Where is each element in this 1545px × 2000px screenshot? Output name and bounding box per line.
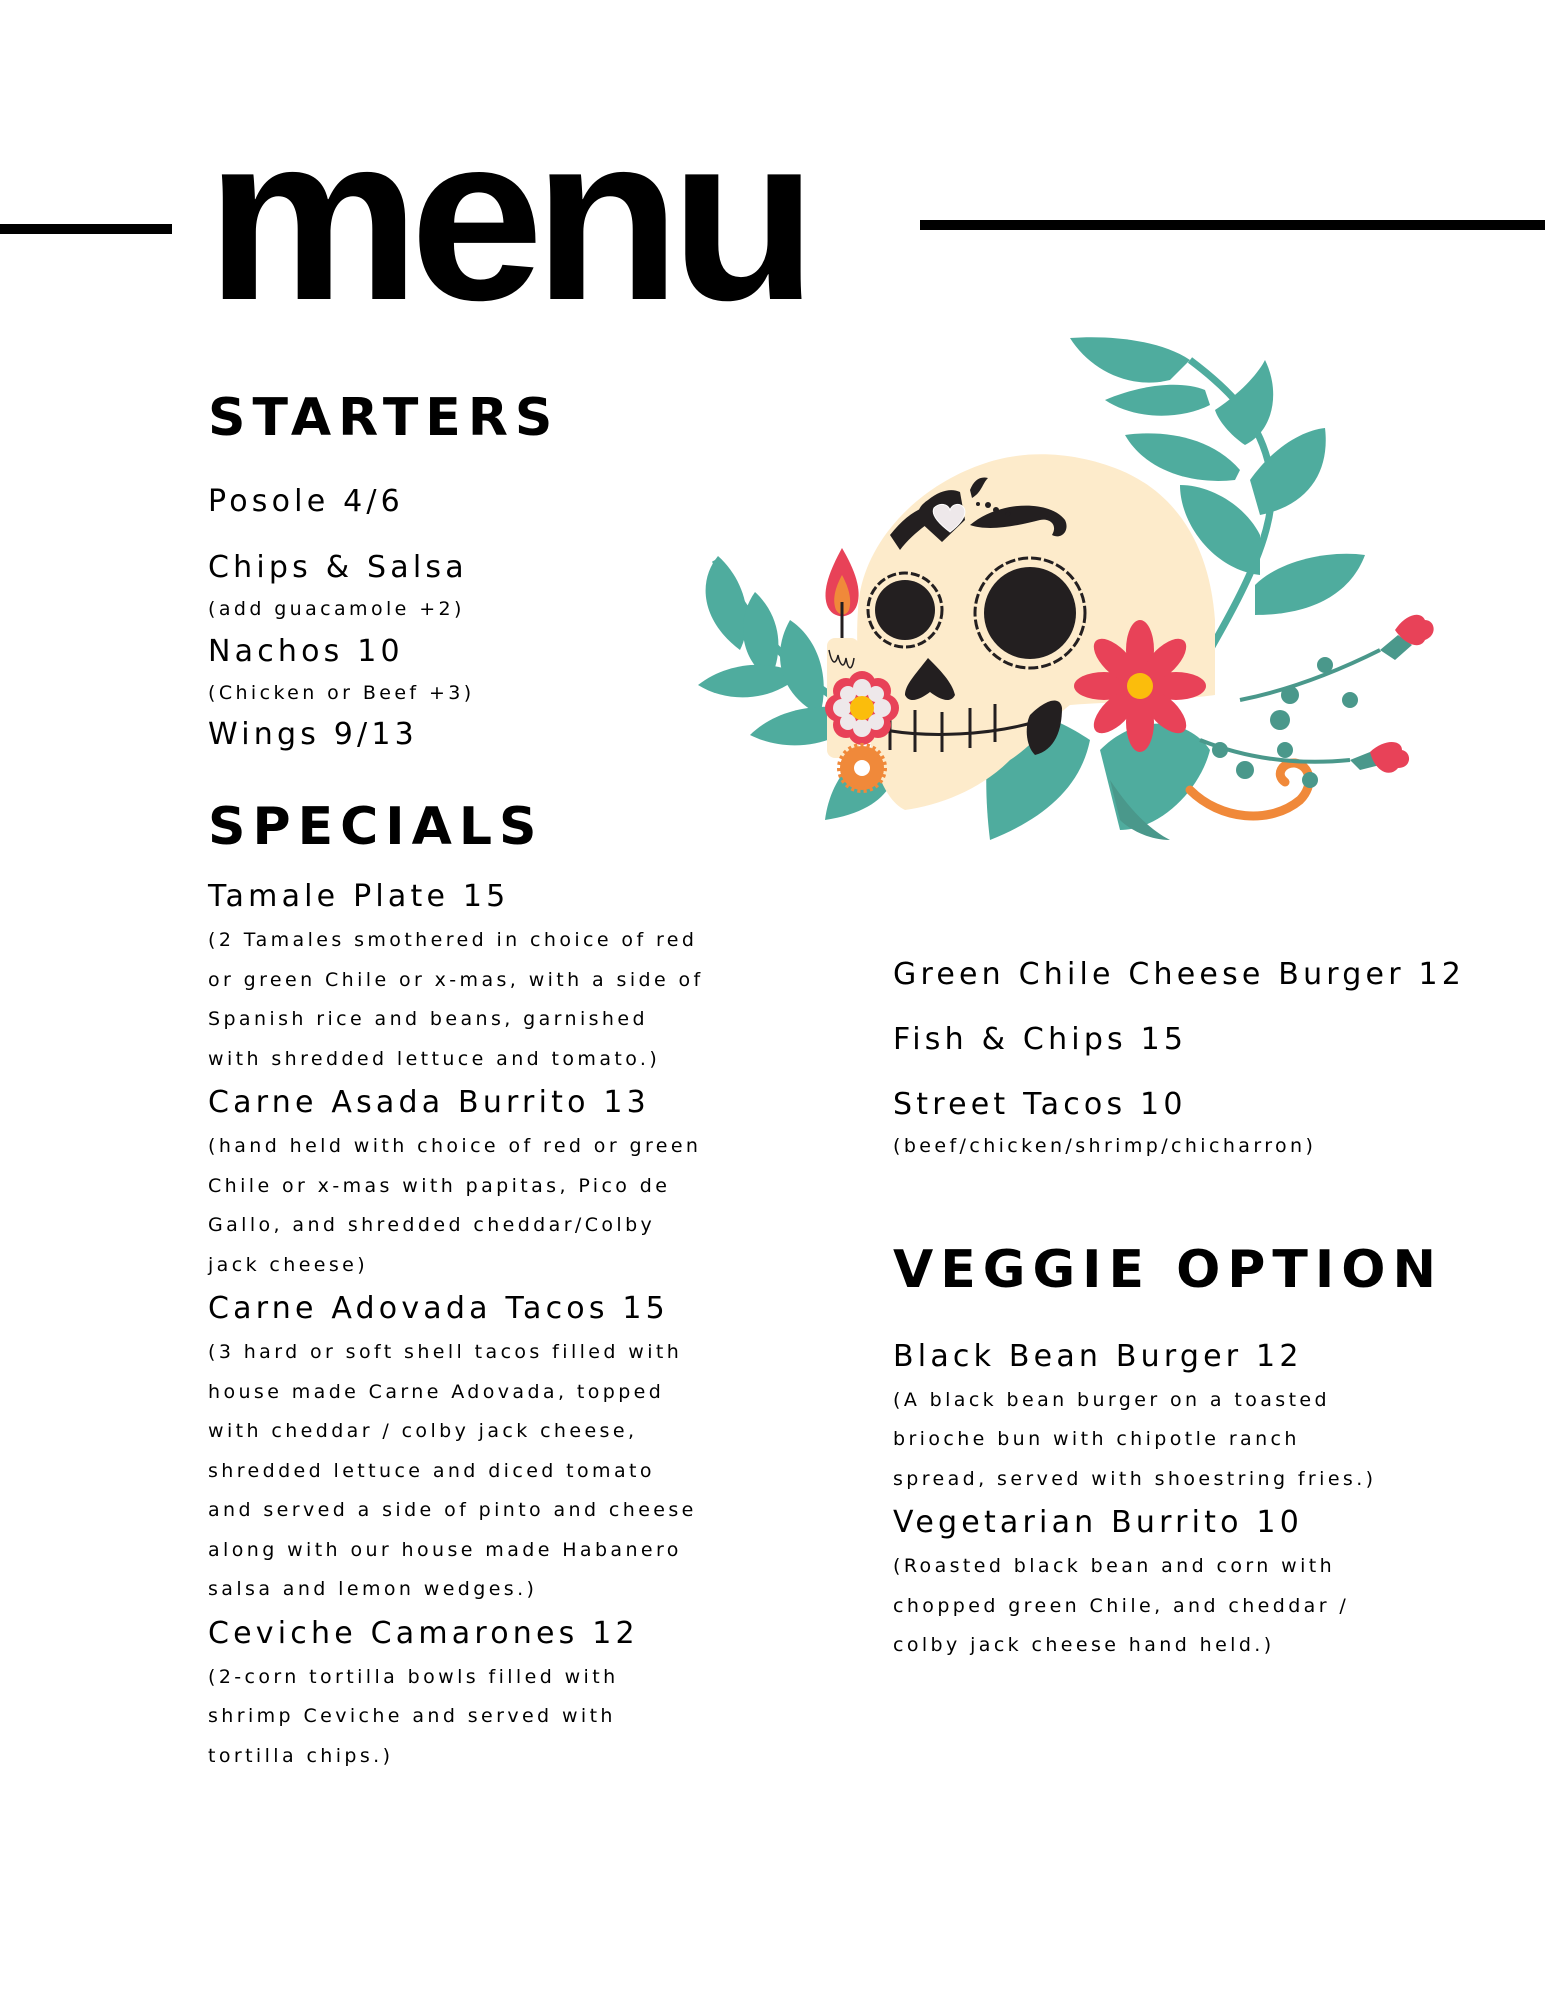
right-column — [893, 955, 1533, 1666]
menu-item-desc: (hand held with choice of red or green Chile or x-mas with papitas, Pico de Gallo, and shredded cheddar/Colby jack cheese) — [208, 1135, 702, 1276]
left-eye-icon — [868, 573, 942, 647]
orange-flower-icon — [840, 746, 884, 790]
section-title-specials: SPECIALS — [208, 797, 544, 857]
menu-item-posole: Posole 4/6 — [208, 484, 404, 519]
berry-sprig-icon — [1200, 615, 1434, 788]
menu-item-tamale-plate: Tamale Plate 15 — [208, 879, 510, 914]
menu-item-wings: Wings 9/13 — [208, 717, 418, 752]
menu-item-desc: (beef/chicken/shrimp/chicharron) — [893, 1135, 1317, 1157]
menu-item-green-chile-cheese-burger: Green Chile Cheese Burger 12 — [893, 957, 1466, 992]
menu-wordmark: menu — [206, 86, 808, 350]
menu-item-desc: (3 hard or soft shell tacos filled with house made Carne Adovada, topped with cheddar / colby jack cheese, shredded lettuce and diced tomato and served a side of pinto and cheese along with our house made Habanero salsa and lemon wedges.) — [208, 1341, 697, 1600]
sugar-skull-illustration — [690, 320, 1540, 880]
menu-item-black-bean-burger: Black Bean Burger 12 — [893, 1338, 1303, 1374]
menu-item-fish-chips: Fish & Chips 15 — [893, 1022, 1188, 1057]
menu-item-desc: (2 Tamales smothered in choice of red or green Chile or x-mas, with a side of Spanish rice and beans, garnished with shredded lettuce and tomato.) — [208, 929, 704, 1070]
menu-item-desc: (Chicken or Beef +3) — [208, 681, 475, 704]
section-title-starters: STARTERS — [208, 388, 560, 448]
menu-item-chips-salsa: Chips & Salsa — [208, 550, 468, 585]
section-title-veggie-option: VEGGIE OPTION — [893, 1239, 1443, 1300]
specials-list-left — [208, 877, 728, 1776]
title-rule-left — [0, 224, 172, 234]
menu-item-desc: (2-corn tortilla bowls filled with shrimp Ceviche and served with tortilla chips.) — [208, 1665, 619, 1767]
menu-item-desc: (Roasted black bean and corn with chopped green Chile, and cheddar / colby jack cheese hand held.) — [893, 1555, 1350, 1656]
menu-item-desc: (A black bean burger on a toasted brioche bun with chipotle ranch spread, served with shoestring fries.) — [893, 1388, 1377, 1490]
right-eye-icon — [975, 558, 1085, 668]
menu-item-desc: (add guacamole +2) — [208, 598, 465, 620]
menu-item-street-tacos: Street Tacos 10 — [893, 1087, 1187, 1122]
specials-list-right — [893, 955, 1533, 1167]
title-rule-right — [920, 220, 1545, 230]
menu-item-vegetarian-burrito: Vegetarian Burrito 10 — [893, 1505, 1303, 1540]
menu-item-carne-asada-burrito: Carne Asada Burrito 13 — [208, 1085, 650, 1120]
menu-item-nachos: Nachos 10 — [208, 633, 404, 669]
veggie-list — [893, 1337, 1533, 1666]
left-column — [208, 388, 728, 1776]
menu-item-ceviche-camarones: Ceviche Camarones 12 — [208, 1615, 639, 1651]
starters-list — [208, 482, 728, 755]
menu-item-carne-adovada-tacos: Carne Adovada Tacos 15 — [208, 1291, 669, 1326]
